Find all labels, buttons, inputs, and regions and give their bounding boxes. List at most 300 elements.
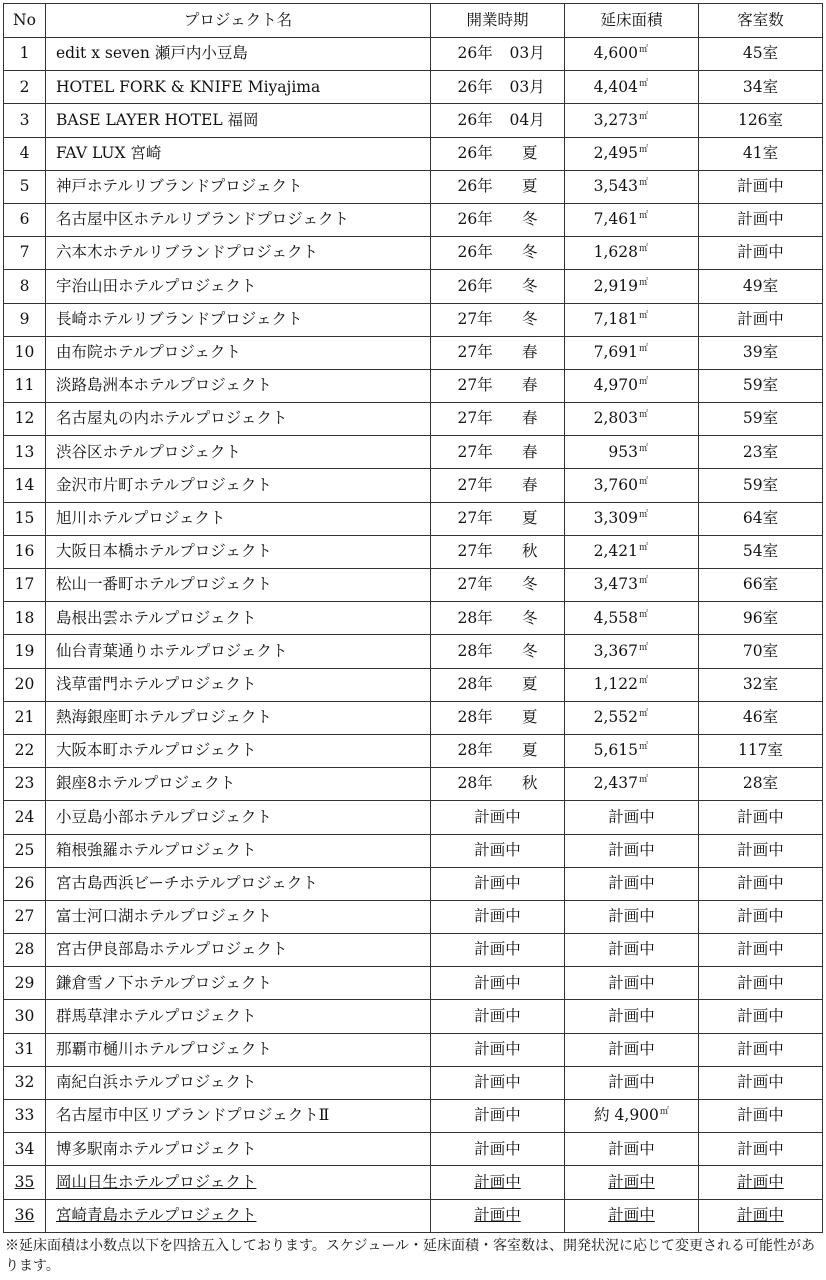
floor-area-status: 計画中 (608, 1039, 655, 1058)
cell-rooms (699, 1066, 823, 1099)
cell-floor-area (565, 137, 699, 170)
room-count: 計画中 (737, 840, 784, 859)
cell-floor-area (565, 900, 699, 933)
square-meter-unit: ㎡ (638, 509, 648, 520)
room-count: 計画中 (737, 1139, 784, 1158)
cell-floor-area (565, 801, 699, 834)
project-name: 金沢市片町ホテルプロジェクト (56, 475, 272, 494)
floor-area-value: 4,970 (593, 376, 638, 395)
project-name: 箱根強羅ホテルプロジェクト (56, 840, 257, 859)
opening-year: 28年 (457, 674, 493, 693)
opening-status: 計画中 (474, 807, 521, 826)
cell-opening (431, 336, 565, 369)
floor-area-status: 計画中 (608, 907, 655, 926)
floor-area-status: 計画中 (608, 1172, 655, 1191)
project-name: 名古屋市中区リブランドプロジェクトⅡ (56, 1106, 330, 1125)
room-count: 54室 (742, 542, 779, 561)
row-number: 3 (19, 110, 30, 129)
cell-no (4, 934, 46, 967)
row-number: 27 (14, 907, 35, 926)
opening-status: 計画中 (474, 1106, 521, 1125)
cell-rooms (699, 1133, 823, 1166)
table-row (4, 569, 823, 602)
floor-area-value: 1,628 (593, 243, 638, 262)
room-count: 計画中 (737, 1205, 784, 1224)
cell-floor-area (565, 734, 699, 767)
opening-status: 計画中 (474, 1205, 521, 1224)
room-count: 計画中 (737, 1039, 784, 1058)
opening-period: 冬 (521, 608, 538, 627)
cell-opening (431, 436, 565, 469)
table-row (4, 834, 823, 867)
project-name: 宇治山田ホテルプロジェクト (56, 276, 257, 295)
opening-period: 冬 (521, 276, 538, 295)
square-meter-unit: ㎡ (638, 775, 648, 786)
table-row (4, 801, 823, 834)
cell-project-name (46, 668, 431, 701)
room-count: 34室 (742, 77, 779, 96)
cell-opening (431, 104, 565, 137)
opening-period: 春 (521, 343, 538, 362)
room-count: 70室 (742, 641, 779, 660)
row-number: 36 (14, 1205, 35, 1224)
cell-no (4, 569, 46, 602)
row-number: 1 (19, 44, 30, 63)
cell-no (4, 237, 46, 270)
cell-floor-area (565, 1000, 699, 1033)
cell-project-name (46, 701, 431, 734)
floor-area-status: 計画中 (608, 1139, 655, 1158)
opening-year: 27年 (457, 376, 493, 395)
cell-project-name (46, 369, 431, 402)
cell-no (4, 170, 46, 203)
project-name: 由布院ホテルプロジェクト (56, 343, 241, 362)
opening-status: 計画中 (474, 1172, 521, 1191)
header-rooms: 客室数 (699, 4, 823, 38)
cell-floor-area (565, 602, 699, 635)
cell-project-name (46, 436, 431, 469)
header-row (4, 4, 823, 38)
row-number: 19 (14, 641, 35, 660)
table-row (4, 203, 823, 236)
room-count: 計画中 (737, 874, 784, 893)
cell-no (4, 834, 46, 867)
floor-area-status: 計画中 (608, 1006, 655, 1025)
room-count: 39室 (742, 343, 779, 362)
opening-year: 26年 (457, 44, 493, 63)
opening-period: 春 (521, 376, 538, 395)
project-name: 六本木ホテルリブランドプロジェクト (56, 243, 318, 262)
cell-floor-area (565, 336, 699, 369)
opening-year: 28年 (457, 708, 493, 727)
room-count: 64室 (742, 508, 779, 527)
cell-floor-area (565, 369, 699, 402)
cell-no (4, 867, 46, 900)
cell-project-name (46, 403, 431, 436)
cell-no (4, 801, 46, 834)
opening-status: 計画中 (474, 973, 521, 992)
table-row (4, 303, 823, 336)
cell-opening (431, 237, 565, 270)
opening-period: 秋 (521, 542, 538, 561)
hotel-project-table (3, 3, 823, 1233)
cell-rooms (699, 369, 823, 402)
cell-no (4, 1000, 46, 1033)
floor-area-value: 2,552 (593, 708, 638, 727)
cell-no (4, 502, 46, 535)
cell-rooms (699, 1033, 823, 1066)
cell-floor-area (565, 1199, 699, 1232)
cell-floor-area (565, 203, 699, 236)
cell-project-name (46, 768, 431, 801)
project-name: 浅草雷門ホテルプロジェクト (56, 674, 257, 693)
cell-floor-area (565, 469, 699, 502)
cell-rooms (699, 38, 823, 71)
project-name: 名古屋丸の内ホテルプロジェクト (56, 409, 288, 428)
project-name: 小豆島小部ホテルプロジェクト (56, 807, 272, 826)
table-row (4, 701, 823, 734)
cell-no (4, 104, 46, 137)
cell-opening (431, 203, 565, 236)
row-number: 31 (14, 1039, 35, 1058)
cell-project-name (46, 137, 431, 170)
row-number: 10 (14, 343, 35, 362)
table-row (4, 38, 823, 71)
square-meter-unit: ㎡ (638, 742, 648, 753)
cell-rooms (699, 1100, 823, 1133)
opening-status: 計画中 (474, 840, 521, 859)
cell-project-name (46, 602, 431, 635)
cell-project-name (46, 867, 431, 900)
cell-no (4, 38, 46, 71)
floor-area-value: 4,404 (593, 77, 638, 96)
floor-area-value: 4,600 (593, 44, 638, 63)
cell-no (4, 1033, 46, 1066)
cell-no (4, 403, 46, 436)
opening-period: 04月 (509, 110, 545, 129)
row-number: 30 (14, 1006, 35, 1025)
project-name: 銀座8ホテルプロジェクト (56, 774, 236, 793)
cell-rooms (699, 270, 823, 303)
floor-area-value: 3,473 (593, 575, 638, 594)
floor-area-value: 4,900 (614, 1106, 659, 1125)
cell-project-name (46, 801, 431, 834)
cell-rooms (699, 934, 823, 967)
cell-opening (431, 469, 565, 502)
project-name: 大阪本町ホテルプロジェクト (56, 741, 257, 760)
square-meter-unit: ㎡ (638, 642, 648, 653)
cell-opening (431, 635, 565, 668)
row-number: 14 (14, 475, 35, 494)
cell-no (4, 436, 46, 469)
cell-opening (431, 137, 565, 170)
cell-opening (431, 1199, 565, 1232)
cell-floor-area (565, 502, 699, 535)
square-meter-unit: ㎡ (638, 576, 648, 587)
cell-floor-area (565, 38, 699, 71)
floor-area-value: 7,691 (593, 343, 638, 362)
project-name: 博多駅南ホテルプロジェクト (56, 1139, 257, 1158)
cell-project-name (46, 734, 431, 767)
project-name: 仙台青葉通りホテルプロジェクト (56, 641, 288, 660)
table-body (4, 38, 823, 1233)
cell-project-name (46, 934, 431, 967)
cell-floor-area (565, 934, 699, 967)
cell-floor-area (565, 867, 699, 900)
cell-opening (431, 801, 565, 834)
opening-period: 夏 (521, 508, 538, 527)
project-name: FAV LUX 宮崎 (56, 143, 162, 162)
floor-area-value: 2,803 (593, 409, 638, 428)
opening-year: 26年 (457, 110, 493, 129)
cell-floor-area (565, 1033, 699, 1066)
cell-opening (431, 369, 565, 402)
cell-floor-area (565, 1133, 699, 1166)
table-row (4, 768, 823, 801)
cell-opening (431, 900, 565, 933)
cell-rooms (699, 602, 823, 635)
row-number: 20 (14, 674, 35, 693)
project-name: 南紀白浜ホテルプロジェクト (56, 1073, 257, 1092)
cell-opening (431, 1066, 565, 1099)
table-row (4, 71, 823, 104)
cell-no (4, 967, 46, 1000)
row-number: 7 (19, 243, 30, 262)
cell-floor-area (565, 403, 699, 436)
room-count: 23室 (742, 442, 779, 461)
square-meter-unit: ㎡ (638, 45, 648, 56)
cell-opening (431, 535, 565, 568)
row-number: 28 (14, 940, 35, 959)
cell-rooms (699, 403, 823, 436)
cell-floor-area (565, 104, 699, 137)
row-number: 6 (19, 210, 30, 229)
room-count: 41室 (742, 143, 779, 162)
table-row (4, 967, 823, 1000)
row-number: 35 (14, 1172, 35, 1191)
opening-period: 夏 (521, 741, 538, 760)
square-meter-unit: ㎡ (638, 543, 648, 554)
cell-no (4, 701, 46, 734)
room-count: 126室 (737, 110, 784, 129)
floor-area-value: 3,367 (593, 641, 638, 660)
cell-no (4, 900, 46, 933)
room-count: 計画中 (737, 210, 784, 229)
room-count: 59室 (742, 475, 779, 494)
project-name: 渋谷区ホテルプロジェクト (56, 442, 241, 461)
cell-no (4, 203, 46, 236)
opening-year: 27年 (457, 343, 493, 362)
opening-year: 27年 (457, 542, 493, 561)
table-row (4, 867, 823, 900)
opening-year: 26年 (457, 143, 493, 162)
cell-no (4, 71, 46, 104)
cell-rooms (699, 170, 823, 203)
cell-opening (431, 734, 565, 767)
project-name: 旭川ホテルプロジェクト (56, 508, 226, 527)
square-meter-unit: ㎡ (638, 709, 648, 720)
project-name: 岡山日生ホテルプロジェクト (56, 1172, 257, 1191)
cell-floor-area (565, 834, 699, 867)
row-number: 17 (14, 575, 35, 594)
cell-rooms (699, 203, 823, 236)
document-page (3, 3, 822, 1276)
cell-rooms (699, 535, 823, 568)
floor-area-status: 計画中 (608, 1073, 655, 1092)
room-count: 46室 (742, 708, 779, 727)
cell-opening (431, 303, 565, 336)
project-name: 淡路島洲本ホテルプロジェクト (56, 376, 272, 395)
project-name: 富士河口湖ホテルプロジェクト (56, 907, 272, 926)
square-meter-unit: ㎡ (659, 1107, 669, 1118)
row-number: 13 (14, 442, 35, 461)
cell-rooms (699, 336, 823, 369)
cell-opening (431, 1166, 565, 1199)
cell-no (4, 336, 46, 369)
opening-period: 夏 (521, 143, 538, 162)
row-number: 23 (14, 774, 35, 793)
project-name: 熱海銀座町ホテルプロジェクト (56, 708, 272, 727)
cell-no (4, 602, 46, 635)
cell-project-name (46, 104, 431, 137)
cell-opening (431, 668, 565, 701)
row-number: 34 (14, 1139, 35, 1158)
cell-rooms (699, 71, 823, 104)
row-number: 16 (14, 542, 35, 561)
cell-project-name (46, 1199, 431, 1232)
opening-year: 26年 (457, 77, 493, 96)
cell-opening (431, 71, 565, 104)
table-row (4, 1033, 823, 1066)
row-number: 15 (14, 508, 35, 527)
room-count: 59室 (742, 376, 779, 395)
cell-project-name (46, 170, 431, 203)
cell-project-name (46, 1100, 431, 1133)
project-name: HOTEL FORK & KNIFE Miyajima (56, 77, 321, 96)
cell-no (4, 469, 46, 502)
cell-rooms (699, 668, 823, 701)
cell-rooms (699, 237, 823, 270)
cell-project-name (46, 303, 431, 336)
project-name: 群馬草津ホテルプロジェクト (56, 1006, 257, 1025)
cell-opening (431, 502, 565, 535)
opening-period: 春 (521, 475, 538, 494)
table-row (4, 1199, 823, 1232)
cell-floor-area (565, 768, 699, 801)
table-row (4, 436, 823, 469)
opening-year: 28年 (457, 608, 493, 627)
room-count: 96室 (742, 608, 779, 627)
cell-project-name (46, 1066, 431, 1099)
table-row (4, 137, 823, 170)
cell-project-name (46, 71, 431, 104)
cell-opening (431, 834, 565, 867)
room-count: 45室 (742, 44, 779, 63)
cell-no (4, 1100, 46, 1133)
cell-no (4, 768, 46, 801)
cell-project-name (46, 1033, 431, 1066)
room-count: 計画中 (737, 973, 784, 992)
cell-no (4, 1166, 46, 1199)
room-count: 計画中 (737, 1172, 784, 1191)
square-meter-unit: ㎡ (638, 111, 648, 122)
cell-no (4, 535, 46, 568)
square-meter-unit: ㎡ (638, 78, 648, 89)
floor-area-value: 2,437 (593, 774, 638, 793)
square-meter-unit: ㎡ (638, 377, 648, 388)
cell-floor-area (565, 303, 699, 336)
table-row (4, 1000, 823, 1033)
opening-year: 28年 (457, 641, 493, 660)
table-row (4, 104, 823, 137)
floor-area-value: 5,615 (593, 741, 638, 760)
table-row (4, 1100, 823, 1133)
table-row (4, 1133, 823, 1166)
header-floor-area: 延床面積 (565, 4, 699, 38)
cell-no (4, 270, 46, 303)
floor-area-prefix: 約 (594, 1106, 610, 1125)
cell-floor-area (565, 635, 699, 668)
cell-opening (431, 170, 565, 203)
cell-project-name (46, 237, 431, 270)
cell-rooms (699, 967, 823, 1000)
square-meter-unit: ㎡ (638, 144, 648, 155)
square-meter-unit: ㎡ (638, 410, 648, 421)
project-name: 大阪日本橋ホテルプロジェクト (56, 542, 272, 561)
table-row (4, 934, 823, 967)
opening-year: 27年 (457, 409, 493, 428)
row-number: 33 (14, 1106, 35, 1125)
opening-year: 28年 (457, 774, 493, 793)
opening-year: 26年 (457, 210, 493, 229)
room-count: 計画中 (737, 807, 784, 826)
floor-area-value: 2,421 (593, 542, 638, 561)
cell-rooms (699, 137, 823, 170)
cell-project-name (46, 270, 431, 303)
opening-status: 計画中 (474, 940, 521, 959)
opening-period: 03月 (509, 44, 545, 63)
row-number: 2 (19, 77, 30, 96)
row-number: 8 (19, 276, 30, 295)
table-row (4, 469, 823, 502)
cell-floor-area (565, 569, 699, 602)
opening-period: 夏 (521, 177, 538, 196)
row-number: 32 (14, 1073, 35, 1092)
row-number: 4 (19, 143, 30, 162)
cell-no (4, 734, 46, 767)
cell-opening (431, 1033, 565, 1066)
cell-project-name (46, 1000, 431, 1033)
cell-project-name (46, 1133, 431, 1166)
cell-rooms (699, 834, 823, 867)
square-meter-unit: ㎡ (638, 211, 648, 222)
row-number: 11 (14, 376, 35, 395)
cell-rooms (699, 1199, 823, 1232)
cell-rooms (699, 303, 823, 336)
floor-area-status: 計画中 (608, 1205, 655, 1224)
cell-opening (431, 867, 565, 900)
cell-project-name (46, 469, 431, 502)
opening-period: 春 (521, 442, 538, 461)
cell-no (4, 635, 46, 668)
floor-area-value: 3,273 (593, 110, 638, 129)
floor-area-value: 3,309 (593, 508, 638, 527)
row-number: 24 (14, 807, 35, 826)
cell-floor-area (565, 237, 699, 270)
table-row (4, 535, 823, 568)
opening-status: 計画中 (474, 907, 521, 926)
cell-rooms (699, 1000, 823, 1033)
